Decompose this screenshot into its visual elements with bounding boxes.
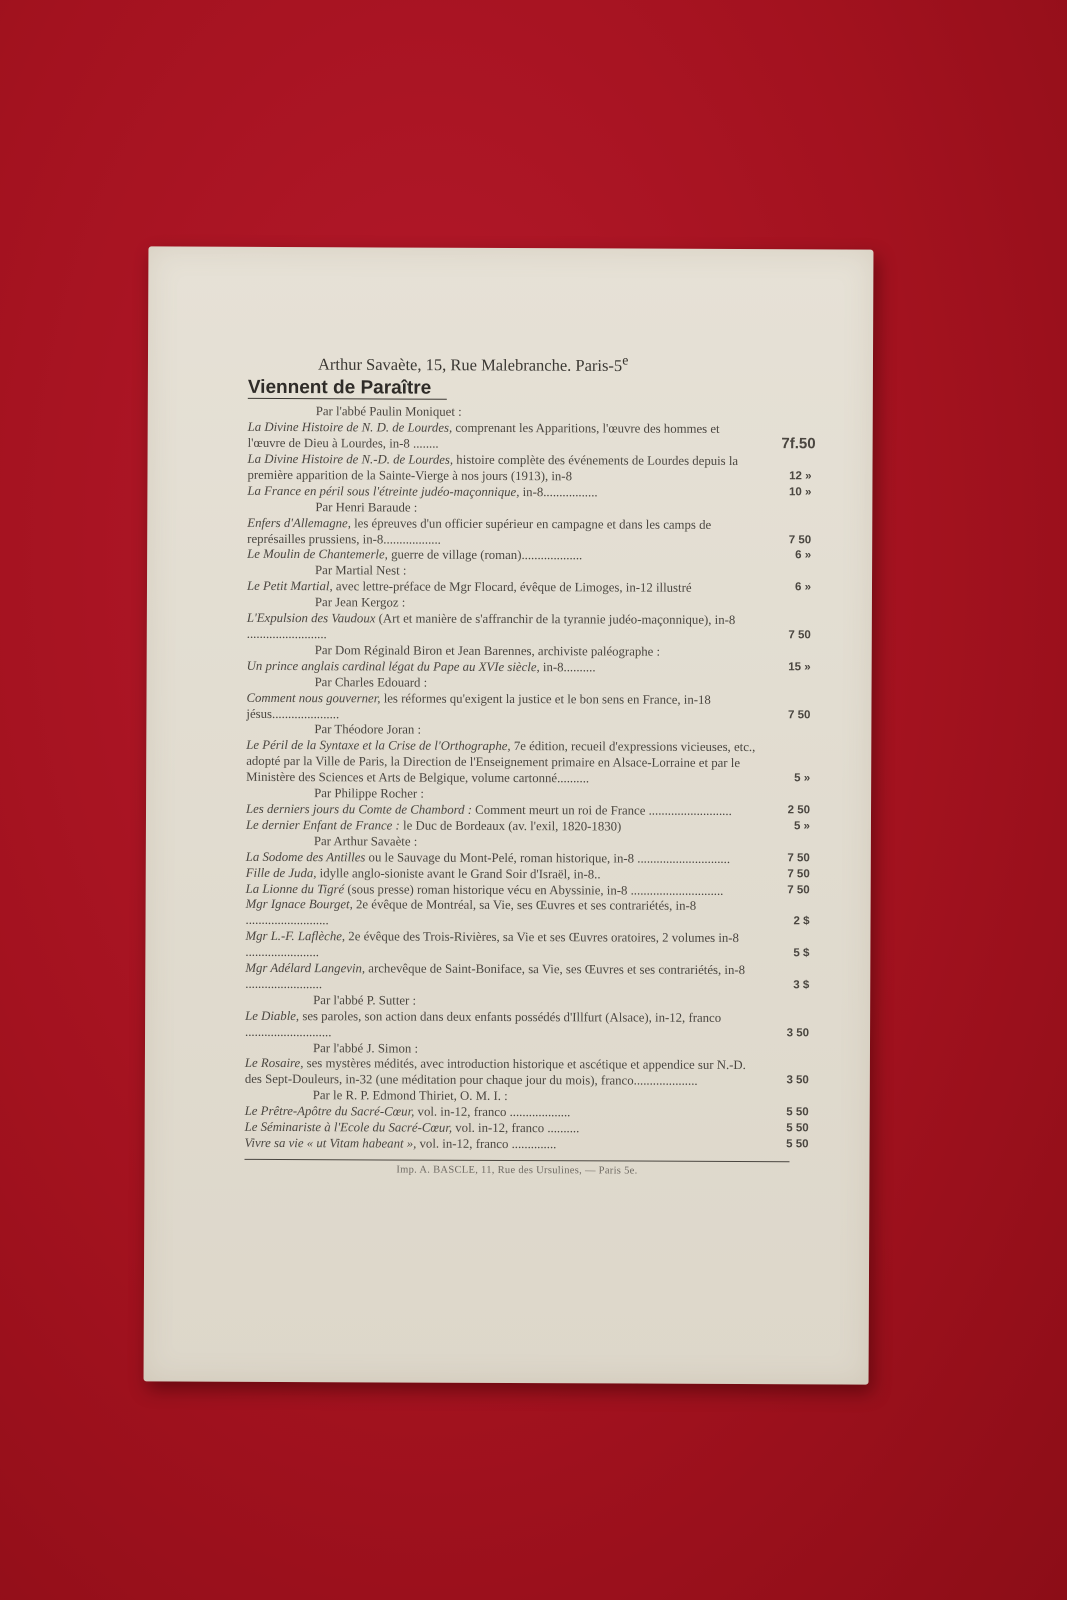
catalog-entry	[246, 579, 812, 597]
catalog-entry	[245, 1008, 810, 1043]
book-price: 10 »	[788, 486, 812, 499]
book-description: comprenant les Apparitions, l'œuvre des hommes et l'œuvre de Dieu à Lourdes, in-8 ........	[247, 420, 720, 451]
book-description: avec lettre-préface de Mgr Flocard, évêque de Limoges, in-12 illustré	[332, 579, 692, 596]
book-price: 5 »	[793, 820, 810, 833]
catalog-entry	[246, 610, 811, 645]
book-title: L'Expulsion des Vaudoux	[246, 610, 376, 626]
catalog-entry	[245, 929, 810, 963]
catalog-entry	[246, 738, 811, 788]
book-description: idylle anglo-sioniste avant le Grand Soir d'Israël, in-8..	[316, 865, 601, 881]
catalog-entry	[246, 658, 811, 677]
header-superscript: e	[622, 352, 629, 368]
book-description: ses mystères médités, avec introduction historique et ascétique et appendice sur N.-D. des Sept-Douleurs, in-32 (une méditation pour chaque jour du mois), franco....................	[244, 1056, 746, 1089]
book-title: Mgr L.-F. Laflèche,	[245, 929, 346, 944]
book-price: 7 50	[787, 867, 810, 880]
book-price: 6 »	[794, 581, 812, 594]
book-title: Le Moulin de Chantemerle,	[247, 547, 388, 562]
catalog-entry	[245, 897, 810, 931]
book-price: 5 »	[794, 772, 811, 785]
book-title: Comment nous gouverner,	[246, 690, 381, 706]
author-line: Par Arthur Savaète :	[313, 833, 418, 849]
book-description: archevêque de Saint-Boniface, sa Vie, ses Œuvres et ses contrariétés, in-8 ........................	[245, 961, 746, 992]
catalog-entry	[245, 960, 810, 995]
author-line: Par Jean Kergoz :	[314, 595, 406, 610]
catalog-entry	[247, 547, 812, 565]
book-description: 7e édition, recueil d'expressions vicieuses, etc., adopté par la Ville de Paris, la Direction de l'Enseignement primaire en Alsace-Lorraine et par le Ministère des Sciences et Arts de Belgique, volume cartonné..........	[246, 739, 756, 786]
author-line: Par l'abbé Paulin Moniquet :	[315, 404, 462, 420]
book-title: Un prince anglais cardinal légat du Pape au XVIe siècle,	[246, 658, 540, 674]
book-price: 7 50	[788, 533, 812, 546]
book-price: 7 50	[788, 708, 811, 721]
book-price: 15 »	[788, 661, 811, 674]
book-price: 7f.50	[781, 435, 816, 453]
book-price: 2 50	[787, 804, 811, 817]
catalog-text	[244, 351, 816, 1180]
book-description: 2e évêque de Montréal, sa Vie, ses Œuvres et ses contrariétés, in-8 ..........................	[245, 897, 697, 928]
publisher-address: Arthur Savaète, 15, Rue Malebranche. Paris-5	[317, 354, 623, 375]
publisher-header	[318, 351, 808, 375]
book-price: 12 »	[789, 470, 812, 483]
author-line: Par Martial Nest :	[315, 563, 407, 578]
printer-imprint: Imp. A. BASCLE, 11, Rue des Ursulines, — Paris 5e.	[396, 1164, 638, 1177]
author-line: Par Théodore Joran :	[314, 722, 422, 738]
book-description: vol. in-12, franco ..............	[416, 1136, 557, 1152]
book-title: Le Rosaire,	[244, 1056, 304, 1071]
catalog-list	[244, 404, 816, 1154]
book-title: La Sodome des Antilles	[245, 849, 366, 865]
book-title: Le Séminariste à l'Ecole du Sacré-Cœur,	[244, 1119, 453, 1135]
author-line: Par le R. P. Edmond Thiriet, O. M. I. :	[312, 1088, 508, 1104]
book-description: histoire complète des événements de Lourdes depuis la première apparition de la Sainte-Vierge à nos jours (1913), in-8	[247, 452, 739, 484]
catalog-entry	[247, 451, 812, 486]
book-price: 7 50	[787, 883, 810, 896]
author-line: Par l'abbé J. Simon :	[312, 1040, 419, 1056]
book-price: 2 $	[793, 915, 810, 928]
book-back-cover	[144, 246, 874, 1384]
author-line: Par Henri Baraude :	[315, 499, 418, 515]
book-price: 7 50	[788, 629, 811, 642]
book-title: La France en péril sous l'étreinte judéo-maçonnique,	[247, 483, 520, 499]
book-description: ou le Sauvage du Mont-Pelé, roman historique, in-8 .............................	[365, 850, 731, 866]
book-title: Le Diable,	[245, 1008, 300, 1023]
book-title: Le dernier Enfant de France :	[245, 817, 400, 833]
book-description: ses paroles, son action dans deux enfants possédés d'Illfurt (Alsace), in-12, franco ...........................	[245, 1008, 722, 1039]
book-title: La Lionne du Tigré	[245, 881, 345, 896]
author-line: Par Charles Edouard :	[314, 674, 428, 690]
book-price: 5 $	[793, 947, 810, 960]
book-title: Enfers d'Allemagne,	[247, 515, 351, 530]
book-description: Comment meurt un roi de France ..........................	[471, 802, 732, 818]
book-title: Les derniers jours du Comte de Chambord :	[245, 801, 473, 817]
book-description: vol. in-12, franco ..........	[452, 1120, 580, 1136]
book-title: Fille de Juda,	[245, 865, 317, 880]
book-description: les épreuves d'un officier supérieur en campagne et dans les camps de représailles prussiens, in-8..................	[247, 515, 712, 547]
book-description: guerre de village (roman)...................	[387, 547, 583, 563]
catalog-entry	[247, 483, 812, 502]
author-line: Par Dom Réginald Biron et Jean Barennes, archiviste paléographe :	[314, 643, 661, 659]
book-title: Mgr Ignace Bourget,	[245, 897, 353, 912]
book-title: Le Prêtre-Apôtre du Sacré-Cœur,	[244, 1104, 415, 1119]
book-title: Vivre sa vie « ut Vitam habeant »,	[244, 1135, 417, 1151]
book-title: La Divine Histoire de N. D. de Lourdes,	[247, 420, 453, 435]
book-price: 3 50	[786, 1026, 810, 1039]
catalog-entry	[244, 1056, 809, 1090]
book-price: 3 50	[786, 1074, 809, 1087]
book-price: 7 50	[787, 851, 810, 865]
catalog-entry	[247, 515, 812, 550]
author-line: Par Philippe Rocher :	[314, 786, 424, 801]
book-description: in-8.................	[519, 484, 598, 500]
book-description: les réformes qu'exigent la justice et le bon sens en France, in-18 jésus.....................	[246, 691, 711, 721]
catalog-entry	[246, 690, 811, 724]
book-title: Mgr Adélard Langevin,	[245, 960, 366, 976]
book-price: 3 $	[793, 979, 810, 992]
book-description: 2e évêque des Trois-Rivières, sa Vie et ses Œuvres oratoires, 2 volumes in-8 .......................	[245, 929, 740, 960]
catalog-entry	[244, 1135, 809, 1154]
book-price: 5 50	[786, 1138, 809, 1151]
book-price: 5 50	[786, 1106, 809, 1119]
book-description: (Art et manière de s'affranchir de la tyrannie judéo-maçonnique), in-8 .........................	[246, 611, 736, 642]
book-title: Le Péril de la Syntaxe et la Crise de l'Orthographe,	[246, 738, 511, 754]
catalog-entry	[245, 817, 810, 836]
book-price: 6 »	[795, 549, 812, 562]
book-description: (sous presse) roman historique vécu en Abyssinie, in-8 .............................	[344, 881, 724, 898]
book-description: in-8..........	[539, 659, 596, 675]
section-heading: Viennent de Paraître	[248, 380, 447, 400]
catalog-entry	[247, 420, 816, 454]
book-title: Le Petit Martial,	[246, 579, 333, 594]
book-title: La Divine Histoire de N.-D. de Lourdes,	[247, 451, 454, 467]
author-line: Par l'abbé P. Sutter :	[313, 992, 417, 1008]
book-description: vol. in-12, franco ...................	[414, 1104, 571, 1120]
book-description: le Duc de Bordeaux (av. l'exil, 1820-1830)	[399, 818, 622, 834]
book-price: 5 50	[786, 1122, 809, 1135]
